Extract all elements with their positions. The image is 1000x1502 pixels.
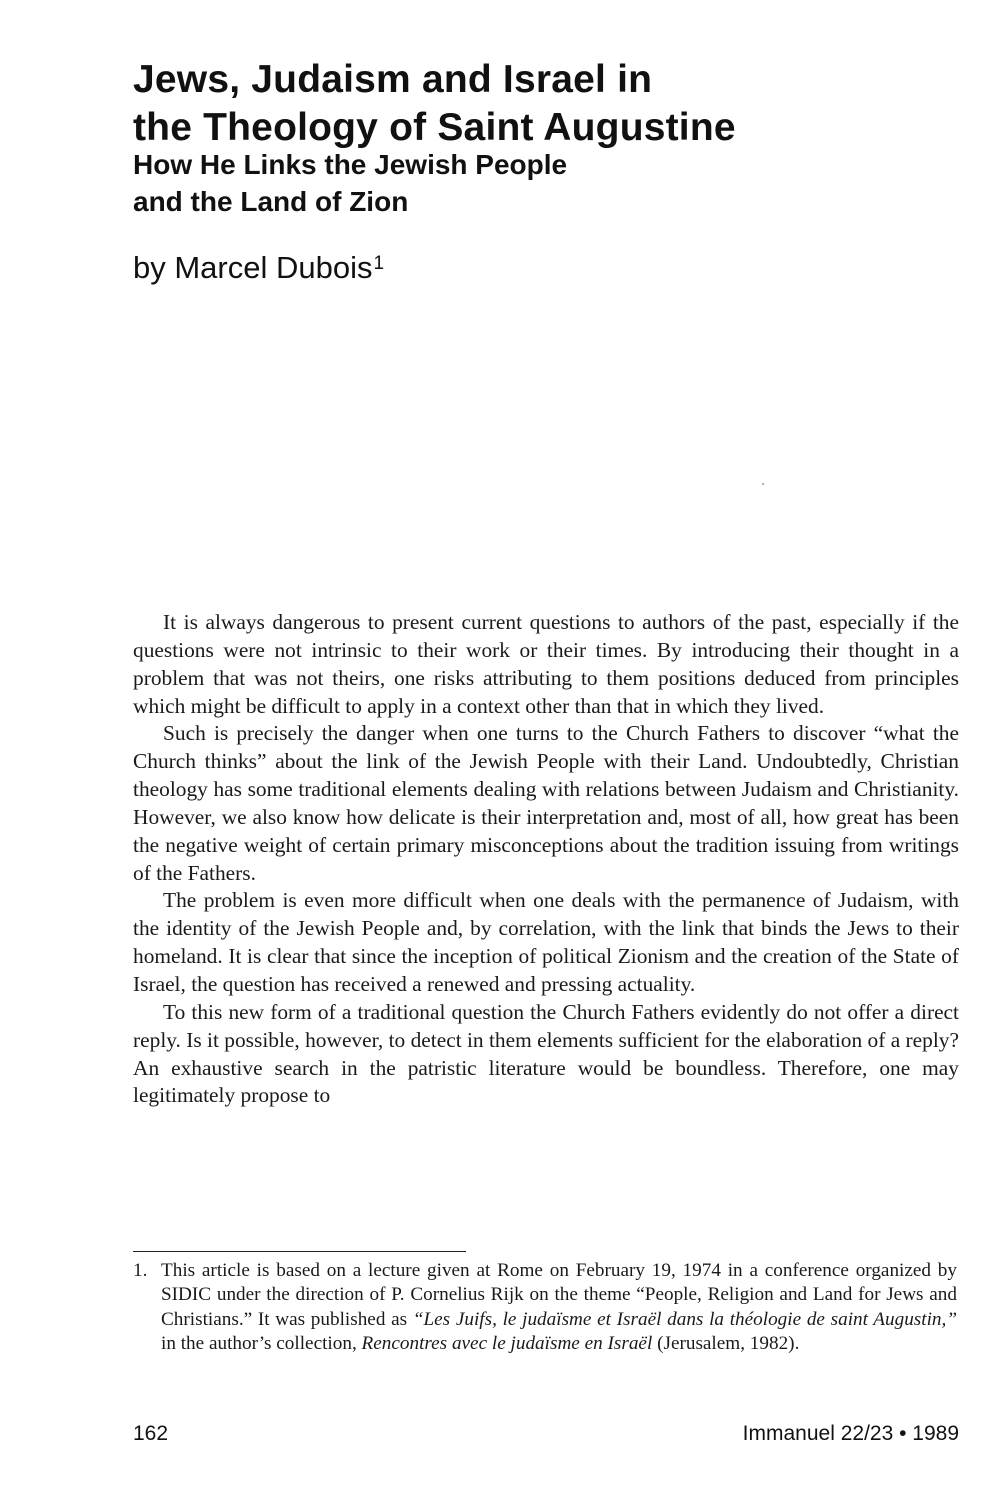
body-paragraph-4: To this new form of a traditional question the Church Fathers evidently do not offer a direct reply. Is it possible, however, to detect in them elements sufficient for the elaboration of a reply? An exhaustive search in the patristic literature would be boundless. Therefore, one may legitimately propose to (133, 999, 959, 1108)
footnote-number: 1. (133, 1260, 148, 1281)
footnote-text-part-3: (Jerusalem, 1982). (652, 1333, 800, 1355)
footnote-text-part-2: in the author’s collection, (161, 1333, 362, 1355)
body-paragraph-3: The problem is even more difficult when one deals with the permanence of Judaism, with the identity of the Jewish People and, by correlation, with the link that binds the Jews to their homeland. It is clear that since the inception of political Zionism and the creation of the State of Israel, the question has received a renewed and pressing actuality. (133, 888, 959, 996)
scan-speck (762, 483, 764, 485)
article-subtitle-line-1: How He Links the Jewish People (133, 149, 568, 180)
article-subtitle-line-2: and the Land of Zion (133, 186, 409, 217)
article-subtitle (133, 146, 933, 220)
journal-reference: Immanuel 22/23 • 1989 (742, 1422, 959, 1445)
footnote-divider (133, 1251, 466, 1252)
article-title-line-2: the Theology of Saint Augustine (133, 106, 736, 149)
footnote-collection-title: Rencontres avec le judaïsme en Israël (361, 1333, 653, 1355)
footnote-text (161, 1259, 957, 1357)
article-title (133, 56, 933, 152)
footnote-text-part-1: This article is based on a lecture given at Rome on February 19, 1974 in a conference organized by SIDIC under the direction of P. Cornelius Rijk on the theme “People, Religion and Land for Jews and Christians.” It was published as (161, 1260, 957, 1330)
body-paragraph-2: Such is precisely the danger when one turns to the Church Fathers to discover “what the Church thinks” about the link of the Jewish People with their Land. Undoubtedly, Christian theology has some traditional elements dealing with relations between Judaism and Christianity. However, we also know how delicate is their interpretation and, most of all, how great has been the negative weight of certain primary misconceptions about the tradition issuing from writings of the Fathers. (133, 721, 959, 885)
article-body (133, 609, 959, 1110)
byline-author: by Marcel Dubois (133, 250, 373, 285)
page-number: 162 (133, 1422, 169, 1445)
footnote-reference-mark[interactable]: 1 (373, 253, 385, 274)
footnote-cited-title: “Les Juifs, le judaïsme et Israël dans la théologie de saint Augustin,” (412, 1308, 957, 1330)
article-title-line-1: Jews, Judaism and Israel in (133, 58, 653, 101)
body-paragraph-1: It is always dangerous to present current questions to authors of the past, especially if the questions were not intrinsic to their work or their times. By introducing their thought in a problem that was not theirs, one risks attributing to them positions deduced from principles which might be difficult to apply in a context other than that in which they lived. (133, 610, 959, 718)
footnote (133, 1259, 957, 1357)
byline (133, 248, 384, 293)
